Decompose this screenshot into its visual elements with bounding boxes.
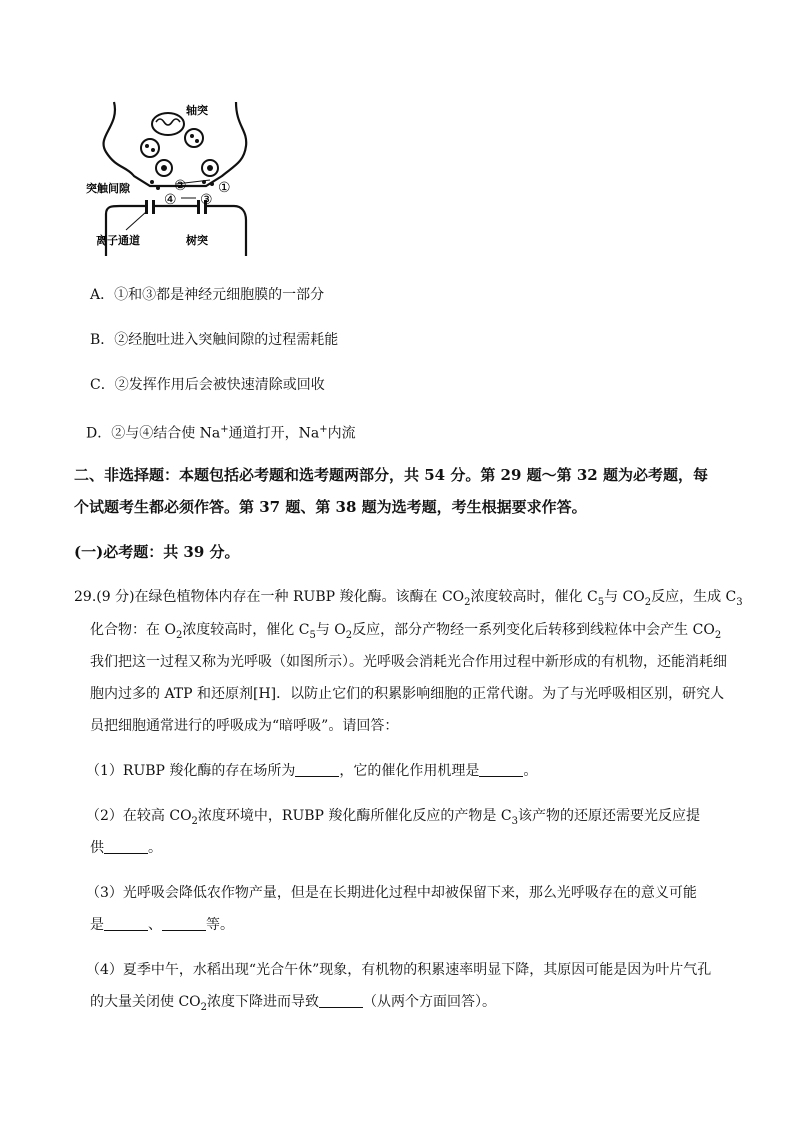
q29-part-2-line-1: （2）在较高 $CO_2$浓度环境中，RUBP 羧化酶所催化反应的产物是 $C_3$该产物的还原还需要光反应提 [86,808,700,827]
section-heading-line-1: 二、非选择题：本题包括必考题和选考题两部分，共 54 分。第 29 题～第 32 题为必考题，每 [74,466,708,484]
option-d: D．②与④结合使 Na+通道打开，Na+内流 [86,424,356,442]
q29-part-3-line-2: 是 、 等。 [90,917,234,933]
synapse-figure [86,96,256,256]
marker-2: ② [174,178,187,194]
postsynaptic-membrane-left [106,206,146,256]
q29-part-3-line-1: （3）光呼吸会降低农作物产量，但是在长期进化过程中却被保留下来，那么光呼吸存在的意义可能 [86,885,697,901]
option-a: A．①和③都是神经元细胞膜的一部分 [90,287,325,303]
synapse-diagram [86,96,256,256]
q29-part-4-line-1: （4）夏季中午，水稻出现“光合午休”现象，有机物的积累速率明显下降，其原因可能是因为叶片气孔 [86,962,712,978]
section-heading-line-2: 个试题考生都必须作答。第 37 题、第 38 题为选考题，考生根据要求作答。 [74,498,587,516]
q29-line-2: 化合物：在 $O_2$浓度较高时，催化 $C_5$与 $O_2$反应，部分产物经一系列变化后转移到线粒体中会产生 $CO_2$ [90,622,722,641]
answer-blank[interactable] [104,916,148,931]
marker-4: ④ [164,192,177,208]
q29-part-2-line-2: 供 。 [90,840,162,856]
marker-3: ③ [200,192,213,208]
option-c: C．②发挥作用后会被快速清除或回收 [90,377,325,393]
answer-blank[interactable] [319,993,363,1008]
q29-line-4: 胞内过多的 ATP 和还原剂[H]．以防止它们的积累影响细胞的正常代谢。为了与光呼吸相区别，研究人 [90,686,725,702]
postsynaptic-membrane-right [206,206,246,256]
mitochondrion-shape [152,113,184,135]
q29-line-5: 员把细胞通常进行的呼吸成为“暗呼吸”。请回答： [90,718,399,734]
q29-part-4-line-2: 的大量关闭使 $CO_2$浓度下降进而导致 （从两个方面回答）。 [90,994,497,1013]
vesicle-shape [141,139,159,157]
answer-blank[interactable] [295,762,339,777]
answer-blank[interactable] [479,762,523,777]
dendrite-label: 树突 [186,234,208,247]
ion-channel-label: 离子通道 [96,234,140,247]
answer-blank[interactable] [162,916,206,931]
sub-heading: (一)必考题：共 39 分。 [74,543,240,561]
q29-line-3: 我们把这一过程又称为光呼吸（如图所示）。光呼吸会消耗光合作用过程中新形成的有机物，还能消耗细 [90,654,727,670]
answer-blank[interactable] [104,839,148,854]
synaptic-cleft-label: 突触间隙 [86,182,130,195]
option-b: B．②经胞吐进入突触间隙的过程需耗能 [90,332,339,348]
vesicle-shape [185,129,203,147]
axon-label: 轴突 [186,104,208,117]
marker-1: ① [218,180,231,196]
q29-part-1: （1）RUBP 羧化酶的存在场所为 ，它的催化作用机理是 。 [86,763,538,779]
q29-line-1: 29.(9 分)在绿色植物体内存在一种 RUBP 羧化酶。该酶在 $CO_2$浓度较高时，催化 $C_5$与 $CO_2$反应，生成 $C_3$ [74,589,743,608]
